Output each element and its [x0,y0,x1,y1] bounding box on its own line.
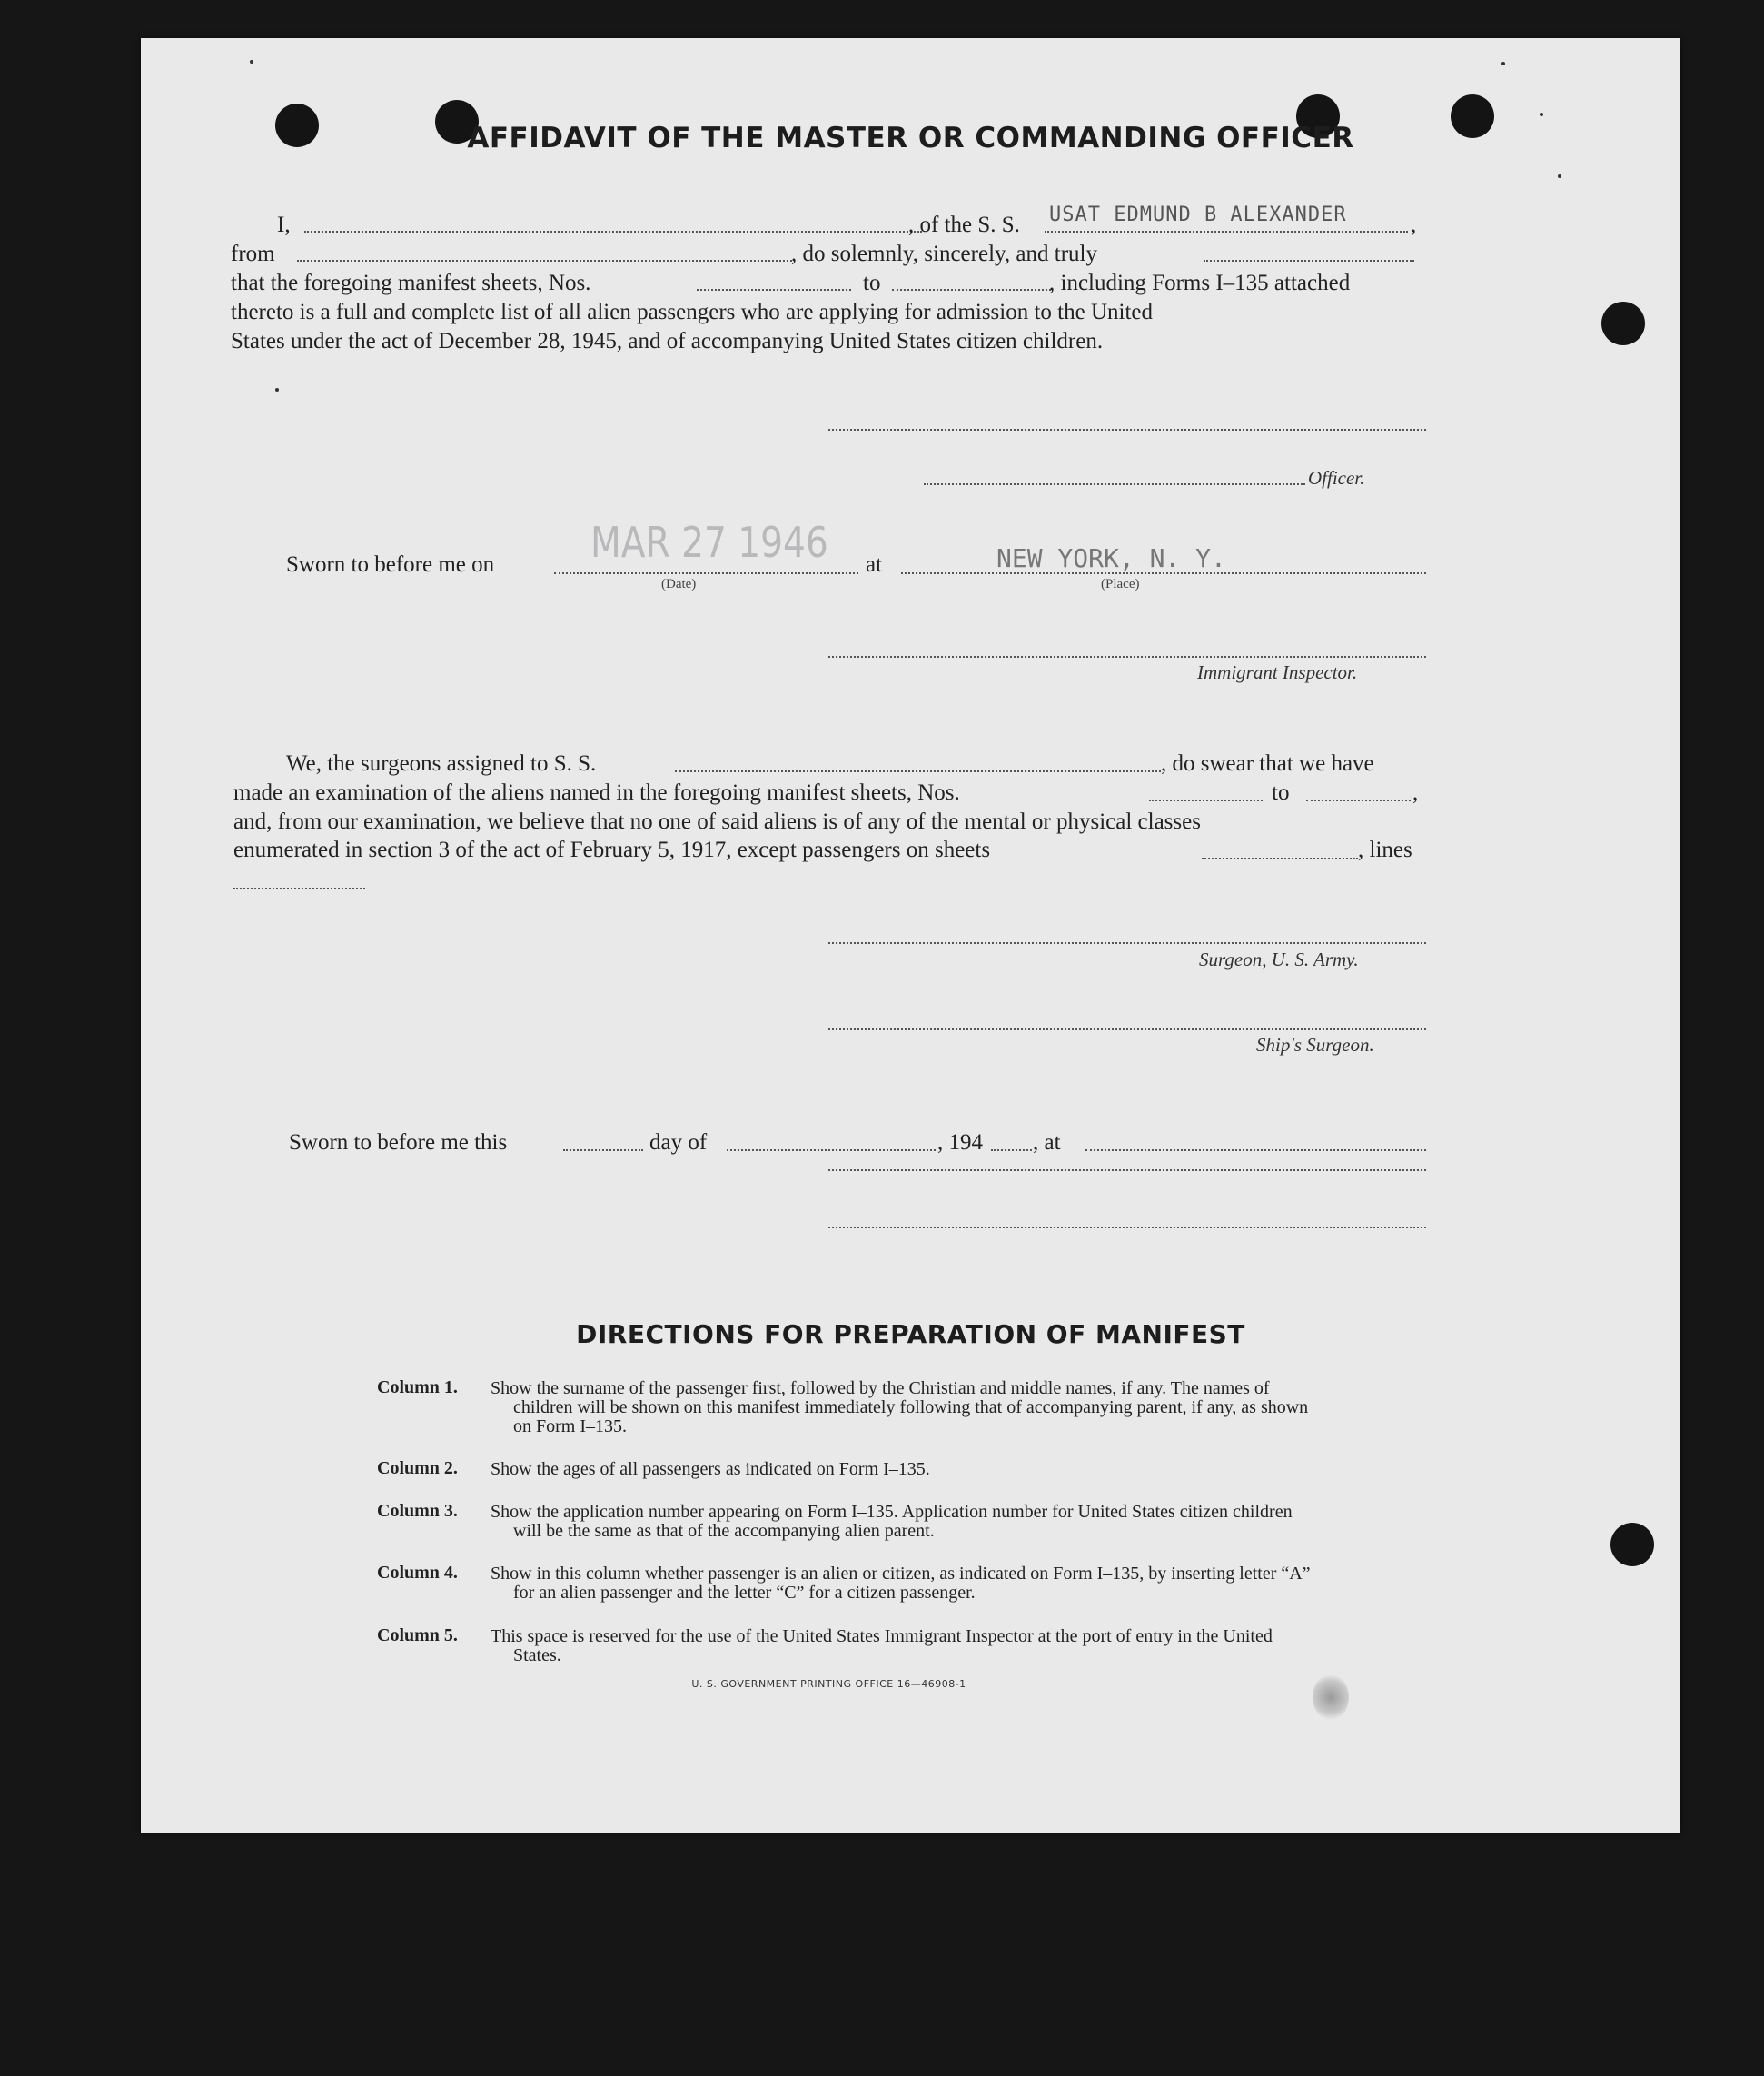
second-signature-line[interactable] [828,1169,1426,1171]
column-2-text: Show the ages of all passengers as indicated on Form I–135. [491,1459,930,1479]
affidavit-line-4: thereto is a full and complete list of all alien passengers who are applying for admission to the United [231,300,1154,324]
including-label: , including Forms I–135 attached [1049,271,1351,295]
from-field[interactable] [297,260,792,262]
ships-surgeon-signature-line[interactable] [828,1028,1426,1030]
surgeons-to-label: to [1272,780,1290,805]
sworn-year-field[interactable] [991,1149,1032,1151]
inspector-signature-line[interactable] [828,656,1426,658]
manifest-sheets-label: that the foregoing manifest sheets, Nos. [231,271,591,295]
speck [1501,62,1505,65]
place-stamp: NEW YORK, N. Y. [996,543,1226,573]
officer-label: Officer. [1308,467,1365,489]
sworn-before-label: Sworn to before me on [286,552,495,577]
surgeons-sheets-from-field[interactable] [1149,800,1263,801]
column-3-text: Show the application number appearing on Form I–135. Application number for United States citizen children will be the same as that of the accompanying alien parent. [491,1502,1293,1541]
column-1-label: Column 1. [377,1377,458,1397]
surgeons-sheets-to-field[interactable] [1306,800,1411,801]
surgeons-line-2-start: made an examination of the aliens named in the foregoing manifest sheets, Nos. [233,780,960,805]
sworn-second-place-field[interactable] [1085,1149,1426,1151]
army-surgeon-signature-line[interactable] [828,942,1426,944]
sworn-day-field[interactable] [563,1149,643,1151]
master-signature-line[interactable] [828,429,1426,431]
solemnly-label: , do solemnly, sincerely, and truly [791,242,1097,266]
column-4-text: Show in this column whether passenger is an alien or citizen, as indicated on Form I–135, by inserting letter “A” for an alien passenger and the letter “C” for a citizen passenger. [491,1564,1311,1603]
surgeons-line-1-end: , do swear that we have [1161,751,1374,776]
oath-field[interactable] [1204,260,1414,262]
name-field[interactable] [304,231,922,233]
column-5-label: Column 5. [377,1625,458,1645]
to-label: to [863,271,881,295]
date-caption: (Date) [661,577,697,591]
date-stamp: MAR 27 1946 [590,518,828,567]
directions-title: DIRECTIONS FOR PREPARATION OF MANIFEST [576,1319,1245,1349]
column-2-label: Column 2. [377,1458,458,1478]
at-label: at [866,552,883,577]
column-4-label: Column 4. [377,1563,458,1583]
sheets-from-field[interactable] [697,289,851,291]
comma: , [1412,780,1419,805]
affidavit-i-label: I, [277,213,291,237]
day-of-label: day of [649,1130,708,1155]
sworn-date-field[interactable] [554,572,858,574]
punch-hole [1610,1523,1654,1566]
speck [275,388,279,392]
of-ss-label: , of the S. S. [908,213,1020,237]
ship-name-field[interactable] [1045,231,1408,233]
speck [1540,113,1543,116]
from-label: from [231,242,275,266]
punch-hole [1601,302,1645,345]
column-5-text: This space is reserved for the use of the United States Immigrant Inspector at the port of entry in the United States. [491,1626,1273,1665]
ships-surgeon-label: Ship's Surgeon. [1256,1034,1374,1056]
surgeon-army-label: Surgeon, U. S. Army. [1199,949,1359,970]
comma: , [1411,213,1417,237]
speck [250,60,253,64]
third-signature-line[interactable] [828,1227,1426,1228]
year-label: , 194 [937,1130,983,1155]
except-lines-field[interactable] [233,888,365,889]
printing-office-footer: U. S. GOVERNMENT PRINTING OFFICE 16—46908-1 [691,1678,966,1690]
sworn-month-field[interactable] [727,1149,936,1151]
surgeons-line-4-end: , lines [1358,838,1412,862]
sworn-this-label: Sworn to before me this [289,1130,508,1155]
surgeons-line-1-start: We, the surgeons assigned to S. S. [286,751,597,776]
form-title: AFFIDAVIT OF THE MASTER OR COMMANDING OFFICER [467,122,1354,154]
affidavit-line-5: States under the act of December 28, 1945, and of accompanying United States citizen children. [231,329,1104,353]
ship-name-stamp: USAT EDMUND B ALEXANDER [1049,204,1347,226]
surgeons-line-4-start: enumerated in section 3 of the act of February 5, 1917, except passengers on sheets [233,838,991,862]
column-1-text: Show the surname of the passenger first, followed by the Christian and middle names, if any. The names of children will be shown on this manifest immediately following that of accompanying parent, if any, as shown on Form I–135. [491,1378,1309,1436]
document-page [141,38,1680,1833]
ink-smudge [1313,1674,1349,1721]
speck [1558,174,1561,178]
at-label-second: , at [1033,1130,1061,1155]
immigrant-inspector-label: Immigrant Inspector. [1197,661,1358,683]
sheets-to-field[interactable] [892,289,1051,291]
place-caption: (Place) [1101,577,1140,591]
column-3-label: Column 3. [377,1501,458,1521]
except-sheets-field[interactable] [1202,858,1358,859]
officer-signature-line[interactable] [924,483,1305,485]
surgeons-ship-field[interactable] [675,770,1161,772]
surgeons-line-3: and, from our examination, we believe that no one of said aliens is of any of the mental or physical classes [233,810,1201,834]
